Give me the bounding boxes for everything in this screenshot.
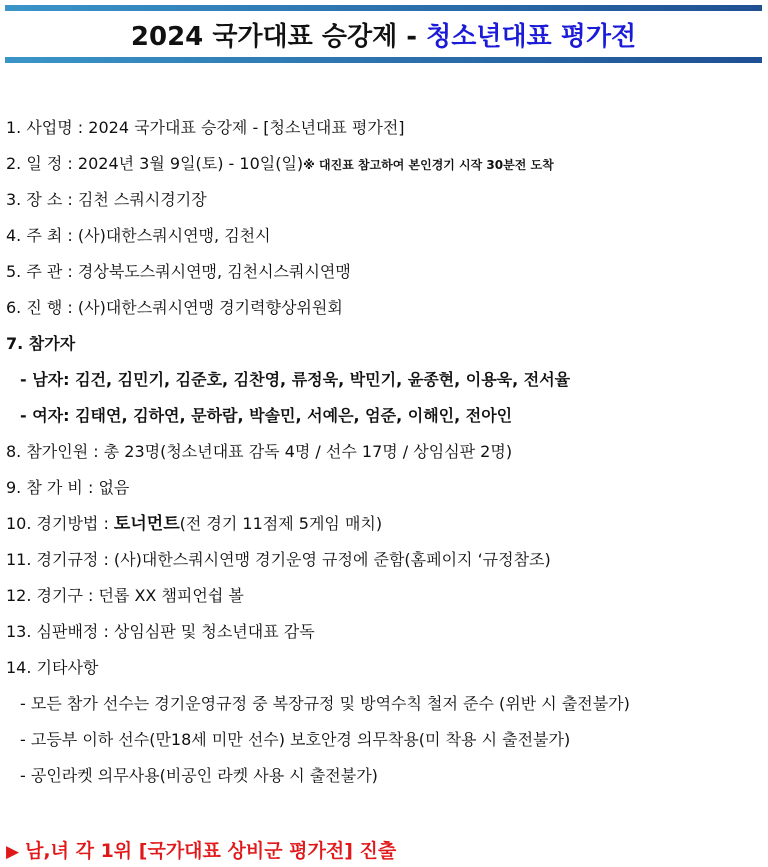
item-project-name: 1. 사업명 : 2024 국가대표 승강제 - [청소년대표 평가전] <box>6 118 405 137</box>
title-main: 2024 국가대표 승강제 - <box>130 22 418 52</box>
item-participants-heading: 7. 참가자 <box>6 334 76 353</box>
item-venue: 3. 장 소 : 김천 스쿼시경기장 <box>6 190 207 209</box>
page-title <box>5 16 762 53</box>
participants-women: - 여자: 김태연, 김하연, 문하람, 박솔민, 서예은, 엄준, 이해인, 전아인 <box>20 406 513 425</box>
others-racket: - 공인라켓 의무사용(비공인 라켓 사용 시 출전불가) <box>20 766 378 785</box>
schedule-note: ※ 대진표 참고하여 본인경기 시작 30분전 도착 <box>303 158 554 172</box>
others-dress-code: - 모든 참가 선수는 경기운영규정 중 복장규정 및 방역수칙 철저 준수 (위반 시 출전불가) <box>20 694 630 713</box>
item-host: 4. 주 최 : (사)대한스쿼시연맹, 김천시 <box>6 226 271 245</box>
item-headcount: 8. 참가인원 : 총 23명(청소년대표 감독 4명 / 선수 17명 / 상임심판 2명) <box>6 442 513 461</box>
info-list <box>6 110 766 794</box>
title-highlight: 청소년대표 평가전 <box>426 22 637 52</box>
match-method-suffix: (전 경기 11점제 5게임 매치) <box>179 514 383 533</box>
match-method-prefix: 10. 경기방법 : <box>6 514 114 533</box>
item-referee: 13. 심판배정 : 상임심판 및 청소년대표 감독 <box>6 622 315 641</box>
item-others-heading: 14. 기타사항 <box>6 658 99 677</box>
schedule-text: 2. 일 정 : 2024년 3월 9일(토) - 10일(일) <box>6 154 304 173</box>
item-rules: 11. 경기규정 : (사)대한스쿼시연맹 경기운영 규정에 준함(홈페이지 ‘규정참조) <box>6 550 551 569</box>
triangle-right-icon: ▶ <box>6 842 20 862</box>
final-text: 남,녀 각 1위 [국가대표 상비군 평가전] 진출 <box>25 840 397 862</box>
item-operation: 6. 진 행 : (사)대한스쿼시연맹 경기력향상위원회 <box>6 298 343 317</box>
item-match-method <box>6 506 766 542</box>
item-ball: 12. 경기구 : 던롭 XX 챔피언쉽 볼 <box>6 586 244 605</box>
final-advancement <box>6 836 396 866</box>
item-schedule <box>6 146 766 182</box>
title-bottom-bar <box>5 57 762 63</box>
item-organizer: 5. 주 관 : 경상북도스쿼시연맹, 김천시스쿼시연맹 <box>6 262 351 281</box>
others-eyewear: - 고등부 이하 선수(만18세 미만 선수) 보호안경 의무착용(미 착용 시 출전불가) <box>20 730 571 749</box>
title-box <box>5 5 762 63</box>
item-fee: 9. 참 가 비 : 없음 <box>6 478 130 497</box>
match-method-bold: 토너먼트 <box>113 514 180 534</box>
participants-men: - 남자: 김건, 김민기, 김준호, 김찬영, 류정욱, 박민기, 윤종현, 이용욱, 전서율 <box>20 370 571 389</box>
title-top-bar <box>5 5 762 11</box>
